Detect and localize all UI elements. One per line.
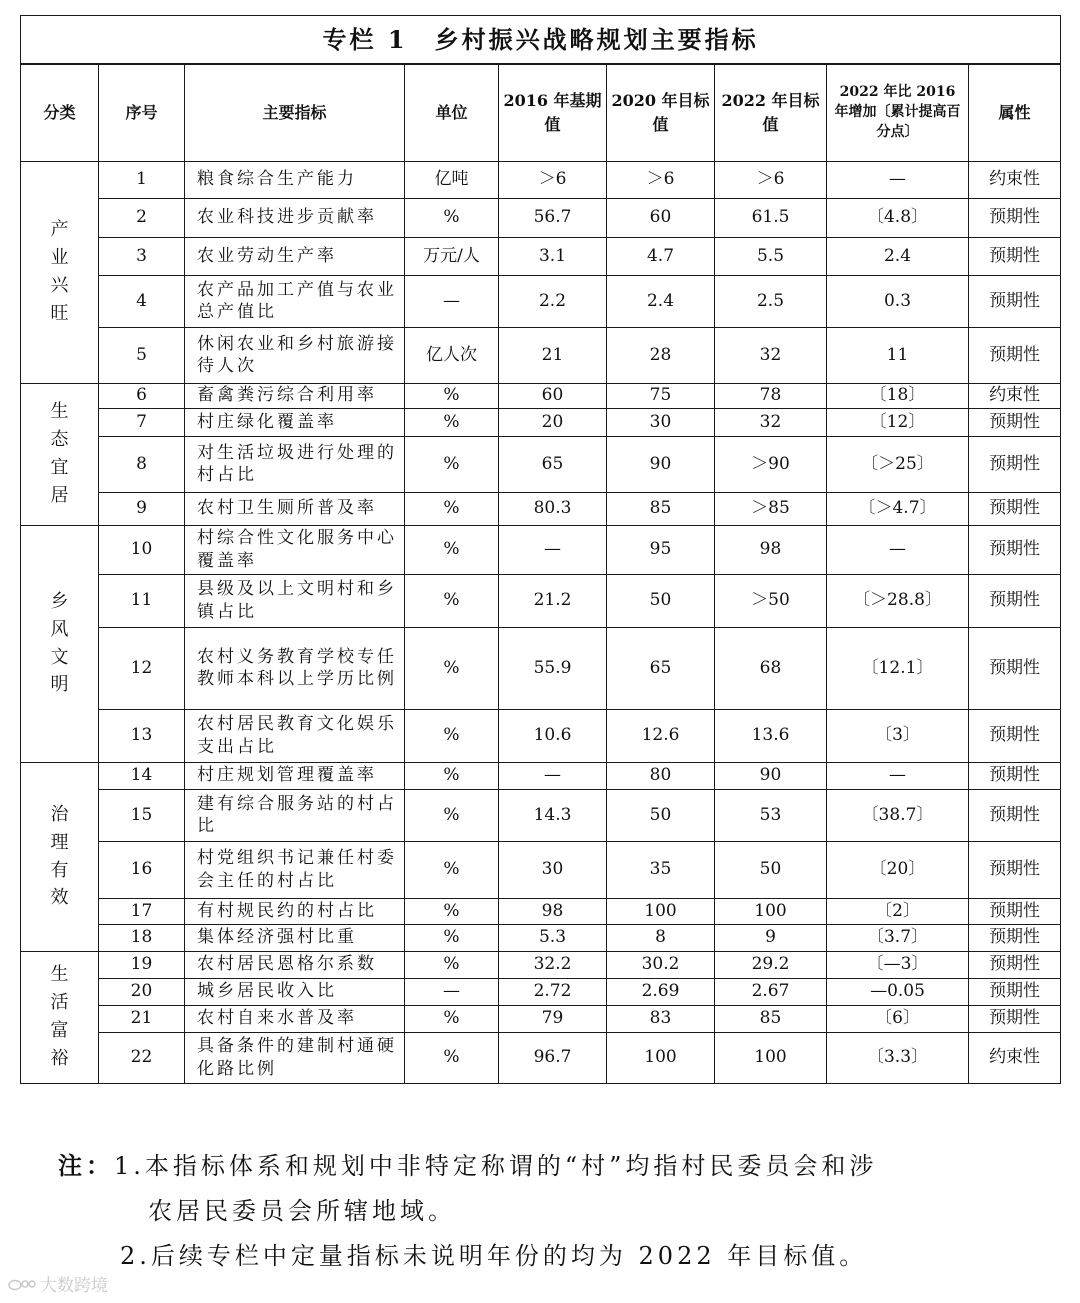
unit: % — [405, 492, 499, 525]
row-number: 13 — [99, 709, 185, 762]
attribute: 预期性 — [969, 951, 1061, 978]
attribute: 预期性 — [969, 762, 1061, 789]
value-2022: ＞85 — [715, 492, 827, 525]
table-title: 专栏 1 乡村振兴战略规划主要指标 — [21, 16, 1061, 65]
table-row — [21, 627, 1061, 709]
value-2016: — — [499, 525, 607, 574]
increase-value: 2.4 — [827, 237, 969, 275]
note-label: 注： — [58, 1151, 114, 1180]
value-2022: 50 — [715, 841, 827, 898]
table-row — [21, 275, 1061, 327]
row-number: 1 — [99, 161, 185, 198]
category-label: 治 理 有 效 — [21, 762, 99, 951]
row-number: 11 — [99, 574, 185, 627]
attribute: 预期性 — [969, 898, 1061, 924]
note-line-2 — [148, 1196, 456, 1226]
indicator-name: 村庄规划管理覆盖率 — [185, 762, 405, 789]
unit: 万元/人 — [405, 237, 499, 275]
increase-value: 11 — [827, 327, 969, 383]
unit: % — [405, 951, 499, 978]
increase-value: — — [827, 161, 969, 198]
value-2016: 21 — [499, 327, 607, 383]
indicator-name: 集体经济强村比重 — [185, 924, 405, 951]
row-number: 21 — [99, 1005, 185, 1032]
attribute: 预期性 — [969, 275, 1061, 327]
indicator-name: 农村居民教育文化娱乐支出占比 — [185, 709, 405, 762]
header-attribute: 属性 — [969, 64, 1061, 161]
attribute: 预期性 — [969, 709, 1061, 762]
table-row — [21, 436, 1061, 492]
header-2016: 2016 年基期值 — [499, 64, 607, 161]
value-2016: 3.1 — [499, 237, 607, 275]
value-2020: 8 — [607, 924, 715, 951]
attribute: 预期性 — [969, 237, 1061, 275]
value-2020: 50 — [607, 789, 715, 841]
unit: % — [405, 924, 499, 951]
value-2016: 60 — [499, 383, 607, 408]
indicator-name: 粮食综合生产能力 — [185, 161, 405, 198]
value-2022: ＞50 — [715, 574, 827, 627]
value-2016: 10.6 — [499, 709, 607, 762]
value-2022: 5.5 — [715, 237, 827, 275]
table-row — [21, 383, 1061, 408]
table-row — [21, 898, 1061, 924]
attribute: 约束性 — [969, 383, 1061, 408]
table-row — [21, 978, 1061, 1005]
unit: — — [405, 978, 499, 1005]
row-number: 10 — [99, 525, 185, 574]
indicator-name: 农村自来水普及率 — [185, 1005, 405, 1032]
increase-value: 〔4.8〕 — [827, 198, 969, 237]
table-row — [21, 762, 1061, 789]
indicator-name: 农村居民恩格尔系数 — [185, 951, 405, 978]
table-row — [21, 789, 1061, 841]
value-2022: 32 — [715, 327, 827, 383]
header-category: 分类 — [21, 64, 99, 161]
indicator-name: 畜禽粪污综合利用率 — [185, 383, 405, 408]
unit: % — [405, 898, 499, 924]
increase-value: 〔3〕 — [827, 709, 969, 762]
table-row — [21, 492, 1061, 525]
increase-value: — — [827, 762, 969, 789]
category-label: 生 活 富 裕 — [21, 951, 99, 1083]
indicator-name: 城乡居民收入比 — [185, 978, 405, 1005]
value-2022: 90 — [715, 762, 827, 789]
value-2022: 13.6 — [715, 709, 827, 762]
table-row — [21, 327, 1061, 383]
increase-value: 〔3.3〕 — [827, 1032, 969, 1083]
value-2022: 68 — [715, 627, 827, 709]
indicator-name: 休闲农业和乡村旅游接待人次 — [185, 327, 405, 383]
value-2020: 2.4 — [607, 275, 715, 327]
note-text-3: 2.后续专栏中定量指标未说明年份的均为 2022 年目标值。 — [120, 1242, 868, 1270]
value-2020: 100 — [607, 1032, 715, 1083]
table-row — [21, 408, 1061, 436]
header-increase: 2022 年比 2016 年增加〔累计提高百分点〕 — [827, 64, 969, 161]
attribute: 预期性 — [969, 978, 1061, 1005]
unit: % — [405, 383, 499, 408]
unit: 亿吨 — [405, 161, 499, 198]
table-body — [21, 161, 1061, 1083]
value-2016: 30 — [499, 841, 607, 898]
value-2022: ＞6 — [715, 161, 827, 198]
unit: 亿人次 — [405, 327, 499, 383]
unit: % — [405, 198, 499, 237]
header-indicator: 主要指标 — [185, 64, 405, 161]
unit: — — [405, 275, 499, 327]
table-row — [21, 237, 1061, 275]
value-2016: 20 — [499, 408, 607, 436]
value-2022: 32 — [715, 408, 827, 436]
increase-value: 〔38.7〕 — [827, 789, 969, 841]
row-number: 16 — [99, 841, 185, 898]
increase-value: 〔3.7〕 — [827, 924, 969, 951]
table-row — [21, 1005, 1061, 1032]
row-number: 22 — [99, 1032, 185, 1083]
value-2016: 96.7 — [499, 1032, 607, 1083]
indicator-name: 农业劳动生产率 — [185, 237, 405, 275]
unit: % — [405, 1005, 499, 1032]
header-2022: 2022 年目标值 — [715, 64, 827, 161]
value-2016: 98 — [499, 898, 607, 924]
table-row — [21, 525, 1061, 574]
category-label: 生 态 宜 居 — [21, 383, 99, 525]
increase-value: 〔12.1〕 — [827, 627, 969, 709]
unit: % — [405, 574, 499, 627]
row-number: 4 — [99, 275, 185, 327]
increase-value: — — [827, 525, 969, 574]
value-2016: 79 — [499, 1005, 607, 1032]
attribute: 预期性 — [969, 198, 1061, 237]
note-text-1: 1.本指标体系和规划中非特定称谓的“村”均指村民委员会和涉 — [114, 1152, 878, 1180]
indicator-name: 村党组织书记兼任村委会主任的村占比 — [185, 841, 405, 898]
value-2020: 90 — [607, 436, 715, 492]
value-2022: 9 — [715, 924, 827, 951]
attribute: 预期性 — [969, 789, 1061, 841]
value-2020: 50 — [607, 574, 715, 627]
value-2020: 30 — [607, 408, 715, 436]
row-number: 15 — [99, 789, 185, 841]
attribute: 预期性 — [969, 525, 1061, 574]
row-number: 7 — [99, 408, 185, 436]
note-line-3 — [120, 1241, 867, 1271]
table-row — [21, 709, 1061, 762]
value-2016: 56.7 — [499, 198, 607, 237]
value-2020: 75 — [607, 383, 715, 408]
note-line-1 — [58, 1151, 877, 1181]
value-2020: 12.6 — [607, 709, 715, 762]
watermark — [8, 1271, 108, 1296]
value-2020: 4.7 — [607, 237, 715, 275]
increase-value: —0.05 — [827, 978, 969, 1005]
indicator-name: 农业科技进步贡献率 — [185, 198, 405, 237]
value-2022: 53 — [715, 789, 827, 841]
value-2016: 2.2 — [499, 275, 607, 327]
value-2022: 2.67 — [715, 978, 827, 1005]
value-2016: 5.3 — [499, 924, 607, 951]
row-number: 6 — [99, 383, 185, 408]
value-2020: 60 — [607, 198, 715, 237]
indicator-name: 县级及以上文明村和乡镇占比 — [185, 574, 405, 627]
table-row — [21, 951, 1061, 978]
attribute: 预期性 — [969, 574, 1061, 627]
attribute: 约束性 — [969, 1032, 1061, 1083]
value-2022: 98 — [715, 525, 827, 574]
attribute: 预期性 — [969, 924, 1061, 951]
value-2020: 95 — [607, 525, 715, 574]
table-row — [21, 841, 1061, 898]
row-number: 19 — [99, 951, 185, 978]
note-text-2: 农居民委员会所辖地域。 — [148, 1197, 456, 1225]
value-2022: ＞90 — [715, 436, 827, 492]
increase-value: 〔6〕 — [827, 1005, 969, 1032]
value-2020: 65 — [607, 627, 715, 709]
attribute: 预期性 — [969, 436, 1061, 492]
category-label: 产 业 兴 旺 — [21, 161, 99, 383]
attribute: 约束性 — [969, 161, 1061, 198]
value-2020: 28 — [607, 327, 715, 383]
attribute: 预期性 — [969, 627, 1061, 709]
row-number: 3 — [99, 237, 185, 275]
value-2016: 65 — [499, 436, 607, 492]
table-row — [21, 198, 1061, 237]
row-number: 14 — [99, 762, 185, 789]
row-number: 12 — [99, 627, 185, 709]
row-number: 9 — [99, 492, 185, 525]
value-2020: 35 — [607, 841, 715, 898]
indicator-name: 村庄绿化覆盖率 — [185, 408, 405, 436]
row-number: 8 — [99, 436, 185, 492]
indicator-name: 对生活垃圾进行处理的村占比 — [185, 436, 405, 492]
indicator-name: 建有综合服务站的村占比 — [185, 789, 405, 841]
value-2020: 100 — [607, 898, 715, 924]
value-2022: 29.2 — [715, 951, 827, 978]
value-2022: 85 — [715, 1005, 827, 1032]
attribute: 预期性 — [969, 492, 1061, 525]
table-row — [21, 574, 1061, 627]
row-number: 20 — [99, 978, 185, 1005]
indicator-table — [20, 15, 1061, 1084]
row-number: 5 — [99, 327, 185, 383]
table-row — [21, 1032, 1061, 1083]
value-2020: 30.2 — [607, 951, 715, 978]
indicator-name: 有村规民约的村占比 — [185, 898, 405, 924]
unit: % — [405, 762, 499, 789]
header-unit: 单位 — [405, 64, 499, 161]
unit: % — [405, 627, 499, 709]
row-number: 17 — [99, 898, 185, 924]
unit: % — [405, 709, 499, 762]
increase-value: 〔2〕 — [827, 898, 969, 924]
table-row — [21, 161, 1061, 198]
value-2016: 80.3 — [499, 492, 607, 525]
header-2020: 2020 年目标值 — [607, 64, 715, 161]
value-2020: 85 — [607, 492, 715, 525]
indicator-name: 农产品加工产值与农业总产值比 — [185, 275, 405, 327]
weibo-logo-icon — [8, 1277, 36, 1291]
unit: % — [405, 1032, 499, 1083]
watermark-text: 大数跨境 — [40, 1276, 108, 1296]
increase-value: 〔18〕 — [827, 383, 969, 408]
indicator-name: 农村义务教育学校专任教师本科以上学历比例 — [185, 627, 405, 709]
attribute: 预期性 — [969, 408, 1061, 436]
value-2016: 2.72 — [499, 978, 607, 1005]
value-2022: 100 — [715, 1032, 827, 1083]
category-label: 乡 风 文 明 — [21, 525, 99, 762]
unit: % — [405, 408, 499, 436]
value-2016: ＞6 — [499, 161, 607, 198]
value-2020: 83 — [607, 1005, 715, 1032]
row-number: 2 — [99, 198, 185, 237]
indicator-name: 具备条件的建制村通硬化路比例 — [185, 1032, 405, 1083]
value-2022: 100 — [715, 898, 827, 924]
unit: % — [405, 525, 499, 574]
increase-value: 〔＞25〕 — [827, 436, 969, 492]
increase-value: 〔＞4.7〕 — [827, 492, 969, 525]
unit: % — [405, 841, 499, 898]
attribute: 预期性 — [969, 327, 1061, 383]
increase-value: 〔12〕 — [827, 408, 969, 436]
attribute: 预期性 — [969, 1005, 1061, 1032]
value-2020: ＞6 — [607, 161, 715, 198]
value-2016: — — [499, 762, 607, 789]
row-number: 18 — [99, 924, 185, 951]
increase-value: 〔＞28.8〕 — [827, 574, 969, 627]
attribute: 预期性 — [969, 841, 1061, 898]
value-2016: 14.3 — [499, 789, 607, 841]
header-no: 序号 — [99, 64, 185, 161]
table-row — [21, 924, 1061, 951]
unit: % — [405, 789, 499, 841]
value-2016: 21.2 — [499, 574, 607, 627]
value-2020: 80 — [607, 762, 715, 789]
value-2022: 61.5 — [715, 198, 827, 237]
value-2016: 55.9 — [499, 627, 607, 709]
value-2016: 32.2 — [499, 951, 607, 978]
unit: % — [405, 436, 499, 492]
increase-value: 0.3 — [827, 275, 969, 327]
header-row — [21, 64, 1061, 161]
increase-value: 〔20〕 — [827, 841, 969, 898]
increase-value: 〔—3〕 — [827, 951, 969, 978]
value-2022: 2.5 — [715, 275, 827, 327]
indicator-name: 农村卫生厕所普及率 — [185, 492, 405, 525]
value-2022: 78 — [715, 383, 827, 408]
value-2020: 2.69 — [607, 978, 715, 1005]
indicator-name: 村综合性文化服务中心覆盖率 — [185, 525, 405, 574]
